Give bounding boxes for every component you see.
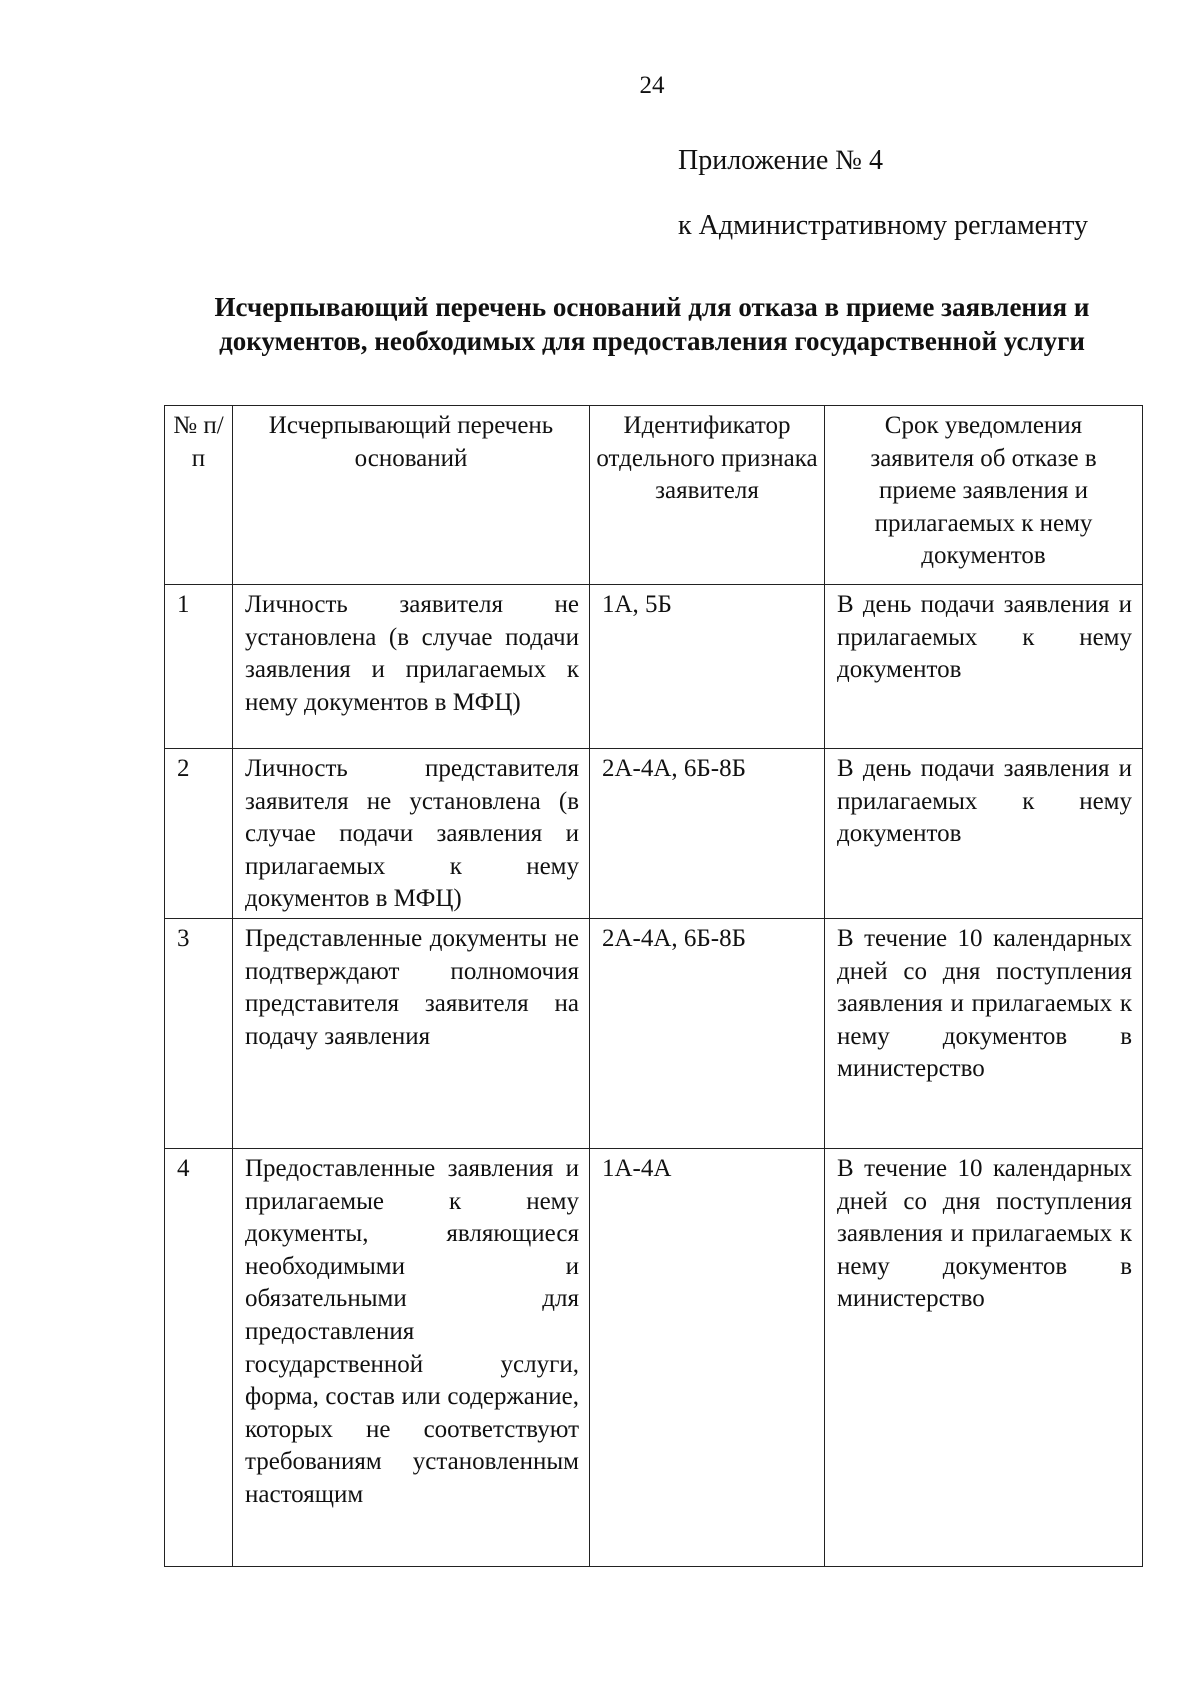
row-deadline: В течение 10 календарных дней со дня поступления заявления и прилагаемых к нему документов в министерство [825, 1148, 1143, 1566]
row-grounds: Представленные документы не подтверждают полномочия представителя заявителя на подачу заявления [233, 918, 590, 1148]
table-row [165, 1148, 1143, 1566]
row-deadline: В день подачи заявления и прилагаемых к нему документов [825, 749, 1143, 919]
row-grounds: Предоставленные заявления и прилагаемые к нему документы, являющиеся необходимыми и обязательными для предоставления государственной услуги, форма, состав или содержание, которых не соответствуют требованиям установленным настоящим [233, 1148, 590, 1566]
row-identifier: 2А-4А, 6Б-8Б [590, 918, 825, 1148]
table-header-row [165, 406, 1143, 585]
row-identifier: 1А, 5Б [590, 585, 825, 749]
row-num: 2 [165, 749, 233, 919]
page-number: 24 [639, 72, 665, 99]
header-identifier: Идентификатор отдельного признака заявителя [590, 406, 825, 585]
header-deadline: Срок уведомления заявителя об отказе в приеме заявления и прилагаемых к нему документов [825, 406, 1143, 585]
row-grounds: Личность представителя заявителя не установлена (в случае подачи заявления и прилагаемых к нему документов в МФЦ) [233, 749, 590, 919]
heading-line-2: документов, необходимых для предоставления государственной услуги [219, 326, 1085, 356]
table-row [165, 585, 1143, 749]
table-row [165, 918, 1143, 1148]
appendix-title: Приложение № 4 [678, 145, 883, 176]
row-identifier: 2А-4А, 6Б-8Б [590, 749, 825, 919]
grounds-table [164, 405, 1143, 1567]
appendix-subtitle: к Административному регламенту [678, 210, 1088, 241]
heading-line-1: Исчерпывающий перечень оснований для отказа в приеме заявления и [214, 292, 1090, 322]
row-num: 1 [165, 585, 233, 749]
header-grounds: Исчерпывающий перечень оснований [233, 406, 590, 585]
header-num: № п/п [165, 406, 233, 585]
row-grounds: Личность заявителя не установлена (в случае подачи заявления и прилагаемых к нему документов в МФЦ) [233, 585, 590, 749]
row-num: 4 [165, 1148, 233, 1566]
row-deadline: В день подачи заявления и прилагаемых к нему документов [825, 585, 1143, 749]
row-num: 3 [165, 918, 233, 1148]
table-row [165, 749, 1143, 919]
document-heading [150, 290, 1154, 358]
row-deadline: В течение 10 календарных дней со дня поступления заявления и прилагаемых к нему документов в министерство [825, 918, 1143, 1148]
row-identifier: 1А-4А [590, 1148, 825, 1566]
